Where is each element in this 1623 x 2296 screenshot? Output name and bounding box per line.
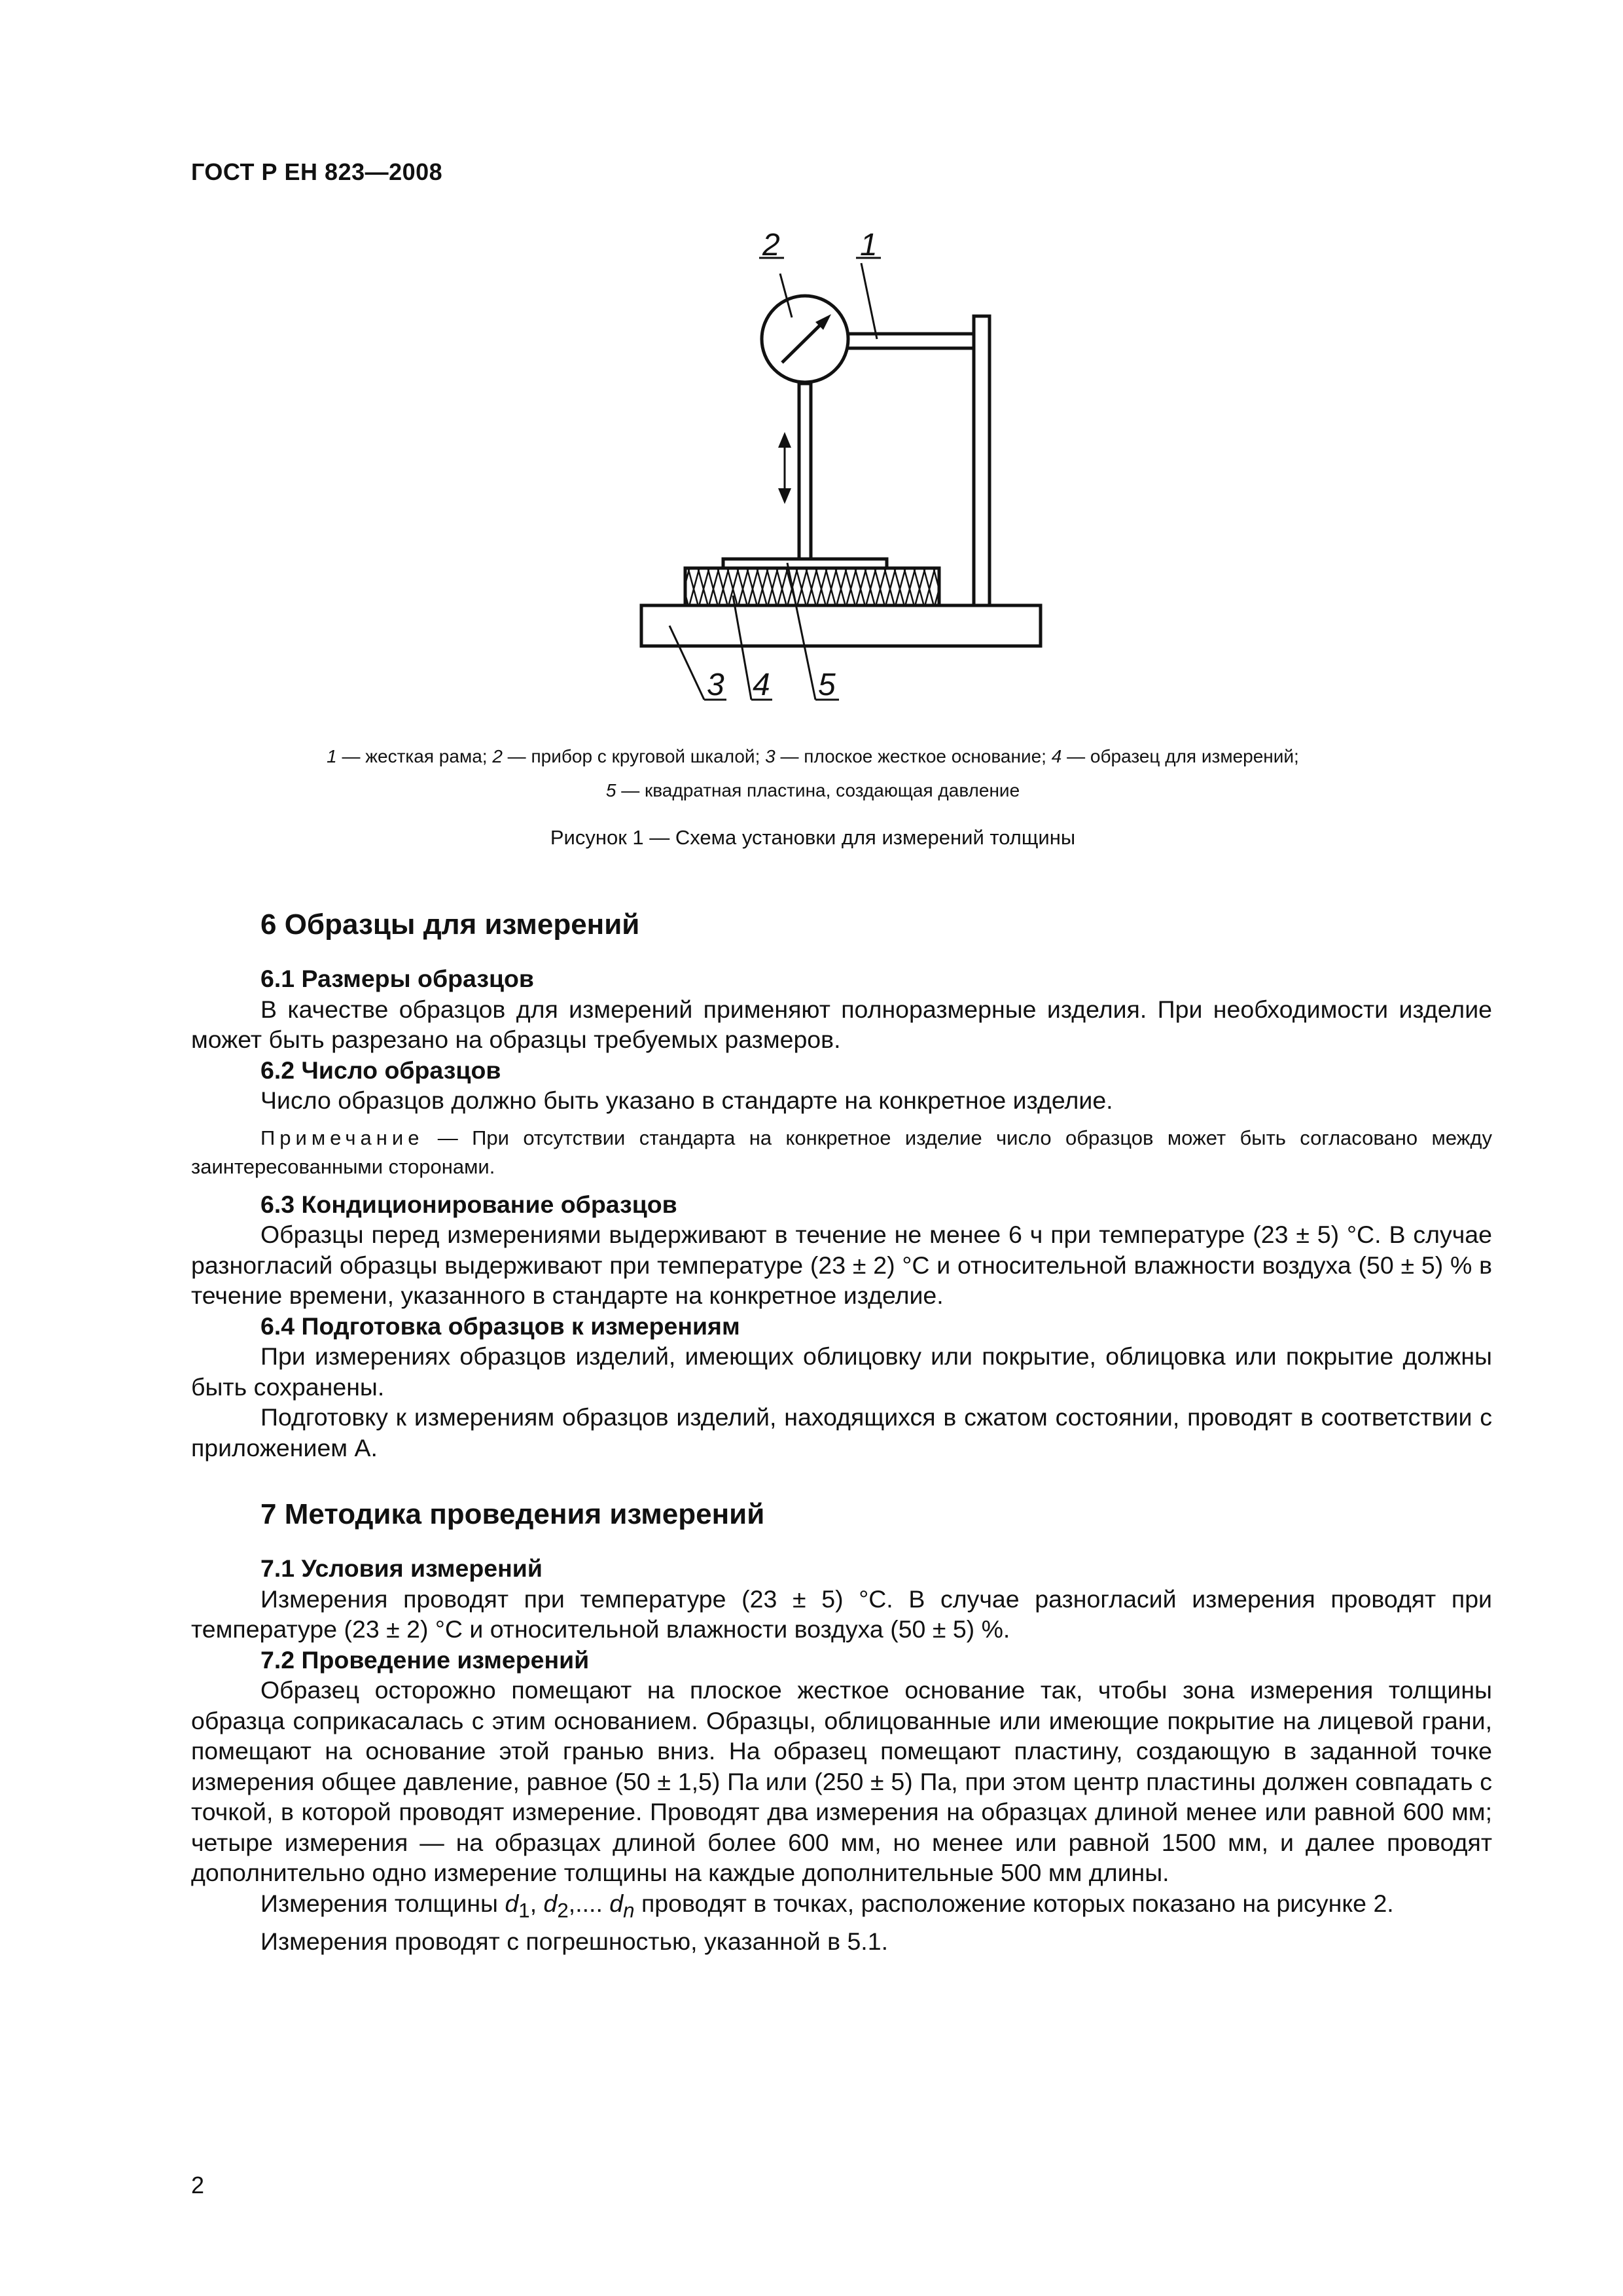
var-d: d — [609, 1889, 624, 1917]
figure-legend — [191, 740, 1435, 808]
var-d: d — [505, 1889, 519, 1917]
subsection-6-3-heading: 6.3 Кондиционирование образцов — [260, 1190, 677, 1218]
note-text: — При отсутствии стандарта на конкретное изделие число образцов может быть согласовано между заинтересованными сторонами. — [191, 1126, 1492, 1178]
text: Измерения толщины — [260, 1889, 505, 1917]
subscript: n — [623, 1899, 635, 1922]
subsection-7-2-heading: 7.2 Проведение измерений — [260, 1645, 590, 1674]
fig-label-1: 1 — [860, 228, 878, 262]
section-6-heading: 6 Образцы для измерений — [260, 908, 640, 941]
fig-label-4: 4 — [753, 668, 770, 702]
paragraph: Число образцов должно быть указано в стандарте на конкретное изделие. — [260, 1086, 1113, 1114]
paragraph: Образец осторожно помещают на плоское жесткое основание так, чтобы зона измерения толщины образца соприкасалась с этим основанием. Образцы, облицованные или имеющие покрытие на лицевой грани, помещают на основание этой гранью вниз. На образец помещают пластину, создающую в заданной точке измерения общее давление, равное (50 ± 1,5) Па или (250 ± 5) Па, при этом центр пластины должен совпадать с точкой, в которой проводят измерение. Проводят два измерения на образцах длиной менее или равной 600 мм; четыре измерения — на образцах длиной более 600 мм, но менее или равной 1500 мм, и далее проводят дополнительно одно измерение толщины на каждые дополнительные 500 мм длины. — [191, 1676, 1492, 1886]
paragraph: Измерения проводят при температуре (23 ± 5) °С. В случае разногласий измерения проводят при температуре (23 ± 2) °С и относительной влажности воздуха (50 ± 5) %. — [191, 1585, 1492, 1643]
movement-arrow — [778, 432, 791, 504]
legend-line-1 — [191, 740, 1435, 774]
text: ,.... — [568, 1889, 610, 1917]
paragraph: При измерениях образцов изделий, имеющих облицовку или покрытие, облицовка или покрытие должны быть сохранены. — [191, 1342, 1492, 1401]
subsection-6-2-heading: 6.2 Число образцов — [260, 1056, 501, 1084]
base-plate — [641, 605, 1041, 646]
subsection-7-1-heading: 7.1 Условия измерений — [260, 1554, 543, 1582]
legend-num: 2 — [492, 746, 503, 766]
paragraph: В качестве образцов для измерений применяют полноразмерные изделия. При необходимости изделие может быть разрезано на образцы требуемых размеров. — [191, 995, 1492, 1053]
document-body — [191, 906, 1492, 1956]
subscript: 2 — [557, 1899, 569, 1922]
subsection-6-4-heading: 6.4 Подготовка образцов к измерениям — [260, 1312, 740, 1340]
paragraph: Измерения проводят с погрешностью, указанной в 5.1. — [260, 1927, 888, 1955]
legend-num: 5 — [605, 780, 616, 800]
legend-line-2 — [191, 774, 1435, 808]
paragraph: Образцы перед измерениями выдерживают в течение не менее 6 ч при температуре (23 ± 5) °С. В случае разногласий образцы выдерживают при температуре (23 ± 2) °С и относительной влажности воздуха (50 ± 5) % в течение времени, указанного в стандарте на конкретное изделие. — [191, 1221, 1492, 1309]
page-number: 2 — [191, 2172, 205, 2198]
fig-label-5: 5 — [818, 668, 836, 702]
dial-gauge — [762, 274, 848, 559]
subsection-6-1-heading: 6.1 Размеры образцов — [260, 965, 534, 992]
paragraph: Подготовку к измерениям образцов изделий, находящихся в сжатом состоянии, проводят в соответствии с приложением А. — [191, 1403, 1492, 1462]
note — [191, 1124, 1492, 1181]
text: , — [529, 1889, 544, 1917]
section-7-heading: 7 Методика проведения измерений — [260, 1498, 765, 1530]
legend-num: 3 — [765, 746, 776, 766]
specimen — [685, 568, 939, 605]
text: проводят в точках, расположение которых показано на рисунке 2. — [634, 1889, 1394, 1917]
paragraph-thickness-points — [191, 1888, 1492, 1926]
var-d: d — [543, 1889, 558, 1917]
legend-text: — плоское жесткое основание; — [775, 746, 1052, 766]
subscript: 1 — [518, 1899, 530, 1922]
legend-text: — прибор с круговой шкалой; — [502, 746, 766, 766]
legend-text: — жесткая рама; — [336, 746, 493, 766]
figure-caption: Рисунок 1 — Схема установки для измерений толщины — [550, 826, 1076, 849]
legend-num: 1 — [327, 746, 337, 766]
legend-text: — квадратная пластина, создающая давление — [616, 780, 1020, 800]
note-label: Примечание — [260, 1126, 424, 1149]
legend-text: — образец для измерений; — [1061, 746, 1299, 766]
figure-1-diagram — [635, 223, 1067, 720]
fig-label-2: 2 — [762, 228, 780, 262]
legend-num: 4 — [1051, 746, 1062, 766]
standard-header: ГОСТ Р ЕН 823—2008 — [191, 158, 443, 185]
fig-label-3: 3 — [707, 668, 724, 702]
